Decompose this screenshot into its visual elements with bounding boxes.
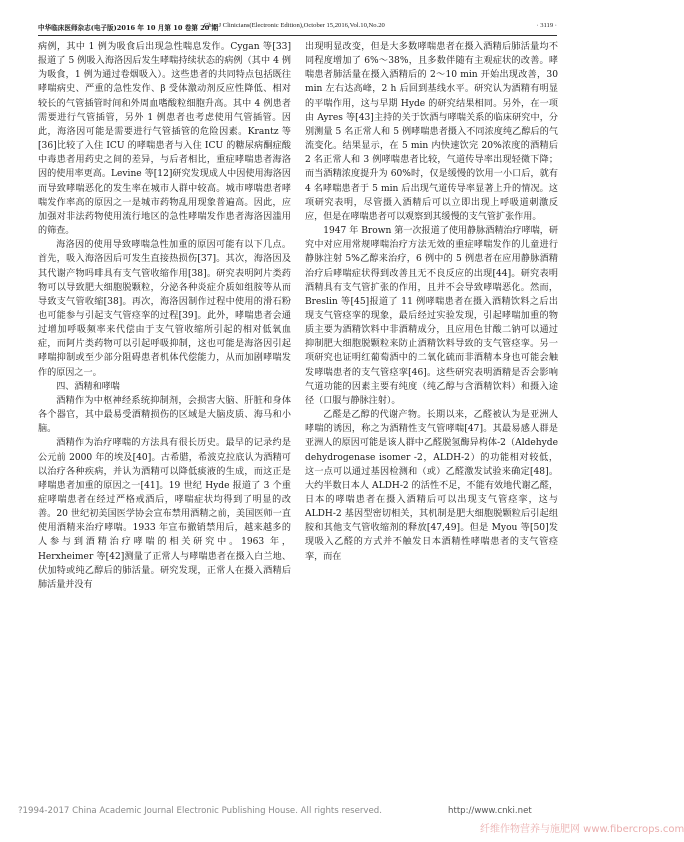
paragraph: 病例，其中 1 例为吸食后出现急性喘息发作。Cygan 等[33]报道了 5 例吸入海洛因后发生哮喘持续状态的病例（其中 4 例为吸食，1 例为通过卷烟吸入）。这些患者的共同特点包括既往哮喘病史、严重的急性发作、β 受体激动剂反应性降低、相对较长的气管插管时间和外周血嗜酸粒细胞升高。其中 4 例患者需要进行气管插管，另外 1 例患者也考虑使用气管插管。因此，海洛因可能是需要进行气管插管的危险因素。Krantz 等[36]比较了入住 ICU 的哮喘患者与入住 ICU 的糖尿病酮症酸中毒患者用药史之间的差异，与后者相比，重症哮喘患者海洛因的使用率更高。Levine 等[12]研究发现成人中因使用海洛因而导致哮喘恶化的发生率在城市人群中较高。城市哮喘患者哮喘发作率高的原因之一是城市药物乱用现象普遍高。因此，应加强对非法药物使用流行地区的急性哮喘发作患者海洛因滥用的筛查。 [38,42,291,237]
journal-title-en: Chin J Clinicians(Electronic Edition),October 15,2016,Vol.10,No.20 [204,22,385,29]
paragraph: 酒精作为中枢神经系统抑制剂，会损害大脑、肝脏和身体各个器官，其中最易受酒精损伤的区域是大脑皮质、海马和小脑。 [38,395,291,435]
page-number: · 3119 · [536,22,557,29]
paragraph: 出现明显改变，但是大多数哮喘患者在摄入酒精后肺活量均不同程度增加了 6%～38%，且多数伴随有主观症状的改善。哮喘患者肺活量在摄入酒精后的 2～10 min 开始出现改善，30 min 左右达高峰，2 h 后回到基线水平。研究认为酒精有明显的平喘作用，这与早期 Hyde 的研究结果相同。另外，在一项由 Ayres 等[43]主持的关于饮酒与哮喘关系的临床研究中，分别测量 5 名正常人和 5 例哮喘患者摄入不同浓度纯乙醇后的气流变化。结果显示，在 5 min 内快速饮完 20%浓度的酒精后 2 名正常人和 3 例哮喘患者比较，气道传导率出现轻微下降；而当酒精浓度提升为 60%时，仅是缓慢的饮用一小口后，就有 4 名哮喘患者于 5 min 后出现气道传导率显著上升的情况。这项研究表明，尽管摄入酒精后可以立即出现上呼吸道刺激反应，但是在哮喘患者可以观察到其缓慢的支气管扩张作用。 [305,42,558,222]
section-heading: 四、酒精和哮喘 [56,381,120,392]
paragraph: 乙醛是乙醇的代谢产物。长期以来，乙醛被认为是亚洲人哮喘的诱因，称之为酒精性支气管哮喘[47]。其最易感人群是亚洲人的原因可能是该人群中乙醛脱氢酶异构体-2（Aldehyde dehydrogenase isomer -2，ALDH-2）的功能相对较低，这一点可以通过基因检测和（或）乙醛激发试验来确定[48]。大约半数日本人 ALDH-2 的活性不足，不能有效地代谢乙醛，日本的哮喘患者在摄入酒精后可以出现支气管痉挛，这与 ALDH-2 基因型密切相关，其机制是肥大细胞脱颗粒后引起组胺和其他支气管收缩剂的释放[47,49]。但是 Myou 等[50]发现吸入乙醛的方式并不触发日本酒精性哮喘患者的支气管痉挛，而在 [305,410,558,562]
watermark: 纤维作物营养与施肥网 www.fibercrops.com [480,824,684,835]
paragraph: 海洛因的使用导致哮喘急性加重的原因可能有以下几点。首先，吸入海洛因后可发生直接热损伤[37]。其次，海洛因及其代谢产物吗啡具有支气管收缩作用[38]。研究表明阿片类药物可以导致肥大细胞脱颗粒，分泌各种炎症介质如组胺等从而导致支气管收缩[38]。再次，海洛因制作过程中使用的滑石粉也可能参与引起支气管痉挛的过程[39]。此外，哮喘患者会通过增加呼吸频率来代偿由于支气管收缩所引起的相对低氧血症，而阿片类药物可以引起呼吸抑制，这也可能是海洛因引起哮喘抑制或至少部分阻碍患者机体代偿能力，从而加剧哮喘发作的原因之一。 [38,240,291,378]
copyright-text: ?1994-2017 China Academic Journal Electronic Publishing House. All rights reserved. [18,806,382,816]
page-footer [18,806,578,818]
right-text-column [305,40,558,564]
paragraph: 酒精作为治疗哮喘的方法具有很长历史。最早的记录约是公元前 2000 年的埃及[40]。古希腊，希波克拉底认为酒精可以治疗各种疾病，并认为酒精可以降低痰液的生成，而这正是哮喘患者加重的原因之一[41]。19 世纪 Hyde 报道了 3 个重症哮喘患者在经过严格戒酒后，哮喘症状均得到了明显的改善。20 世纪初美国医学协会宣布禁用酒精之前，美国医师一直使用酒精来治疗哮喘。1933 年宣布撤销禁用后，越来越多的人参与到酒精治疗哮喘的相关研究中。1963 年，Herxheimer 等[42]测量了正常人与哮喘患者在摄入白兰地、伏加特或纯乙醇后的肺活量。研究发现，正常人在摄入酒精后肺活量并没有 [38,438,291,590]
header-rule [38,35,557,36]
paragraph: 1947 年 Brown 第一次报道了使用静脉酒精治疗哮喘，研究中对应用常规哮喘治疗方法无效的重症哮喘发作的儿童进行静脉注射 5%乙醇来治疗，6 例中的 5 例患者在应用静脉酒精治疗后哮喘症状得到改善且无不良反应的出现[44]。研究表明酒精具有支气管扩张的作用，且并不会导致哮喘恶化。然而，Breslin 等[45]报道了 11 例哮喘患者在摄入酒精饮料之后出现支气管痉挛的现象，最后经过实验发现，引起哮喘加重的物质主要为酒精饮料中非酒精成分，且应用色甘酸二钠可以通过抑制肥大细胞脱颗粒来防止酒精饮料导致的支气管痉挛。另一项研究也证明红葡萄酒中的二氧化硫而非酒精本身也可能会触发哮喘患者的支气管痉挛[46]。这些研究表明酒精是否会影响气道功能的因素主要有纯度（纯乙醇与含酒精饮料）和摄入途径（口服与静脉注射）。 [305,226,558,406]
left-text-column [38,40,291,592]
journal-title-cn: 中华临床医师杂志(电子版)2016 年 10 月第 10 卷第 20 期 [38,24,219,32]
footer-url[interactable]: http://www.cnki.net [448,806,532,816]
page-header [38,22,557,35]
